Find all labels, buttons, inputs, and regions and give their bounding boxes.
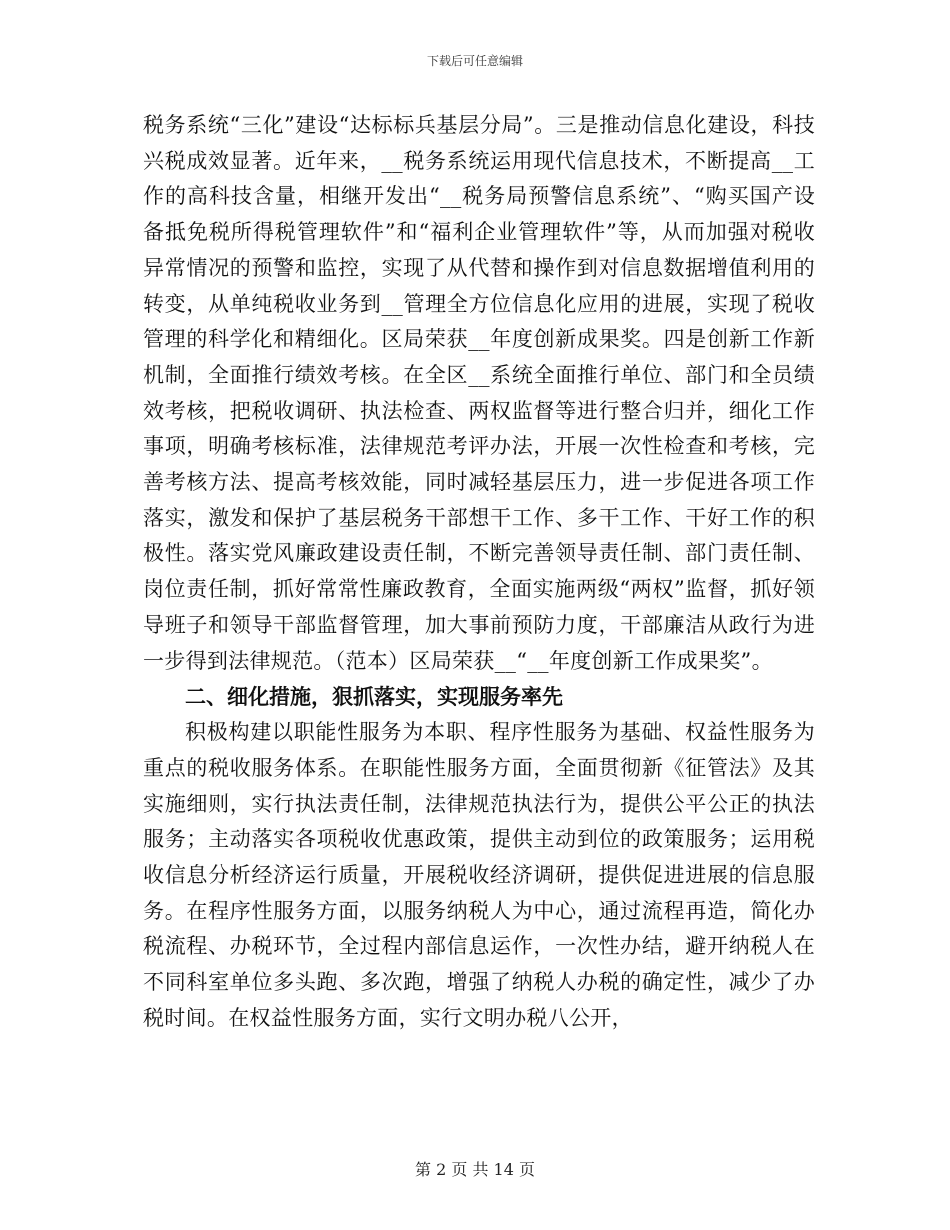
document-body [143, 108, 815, 1037]
page-footer: 第 2 页 共 14 页 [415, 1160, 535, 1179]
body-paragraph-1: 税务系统“三化”建设“达标标兵基层分局”。三是推动信息化建设，科技兴税成效显著。近年来，__税务系统运用现代信息技术，不断提高__工作的高科技含量，相继开发出“__税务局预警信息系统”、“购买国产设备抵免税所得税管理软件”和“福利企业管理软件”等，从而加强对税收异常情况的预警和监控，实现了从代替和操作到对信息数据增值利用的转变，从单纯税收业务到__管理全方位信息化应用的进展，实现了税收管理的科学化和精细化。区局荣获__年度创新成果奖。四是创新工作新机制，全面推行绩效考核。在全区__系统全面推行单位、部门和全员绩效考核，把税收调研、执法检查、两权监督等进行整合归并，细化工作事项，明确考核标准，法律规范考评办法，开展一次性检查和考核，完善考核方法、提高考核效能，同时减轻基层压力，进一步促进各项工作落实，激发和保护了基层税务干部想干工作、多干工作、干好工作的积极性。落实党风廉政建设责任制，不断完善领导责任制、部门责任制、岗位责任制，抓好常常性廉政教育，全面实施两级“两权”监督，抓好领导班子和领导干部监督管理，加大事前预防力度，干部廉洁从政行为进一步得到法律规范。（范本）区局荣获__“__年度创新工作成果奖”。 [143, 113, 815, 673]
body-paragraph-2: 积极构建以职能性服务为本职、程序性服务为基础、权益性服务为重点的税收服务体系。在职能性服务方面，全面贯彻新《征管法》及其实施细则，实行执法责任制，法律规范执法行为，提供公平公正的执法服务；主动落实各项税收优惠政策，提供主动到位的政策服务；运用税收信息分析经济运行质量，开展税收经济调研，提供促进进展的信息服务。在程序性服务方面，以服务纳税人为中心，通过流程再造，简化办税流程、办税环节，全过程内部信息运作，一次性办结，避开纳税人在不同科室单位多头跑、多次跑，增强了纳税人办税的确定性，减少了办税时间。在权益性服务方面，实行文明办税八公开， [143, 720, 815, 1030]
page-header-note: 下载后可任意编辑 [426, 54, 523, 68]
section-heading-2: 二、细化措施，狠抓落实，实现服务率先 [185, 685, 563, 710]
